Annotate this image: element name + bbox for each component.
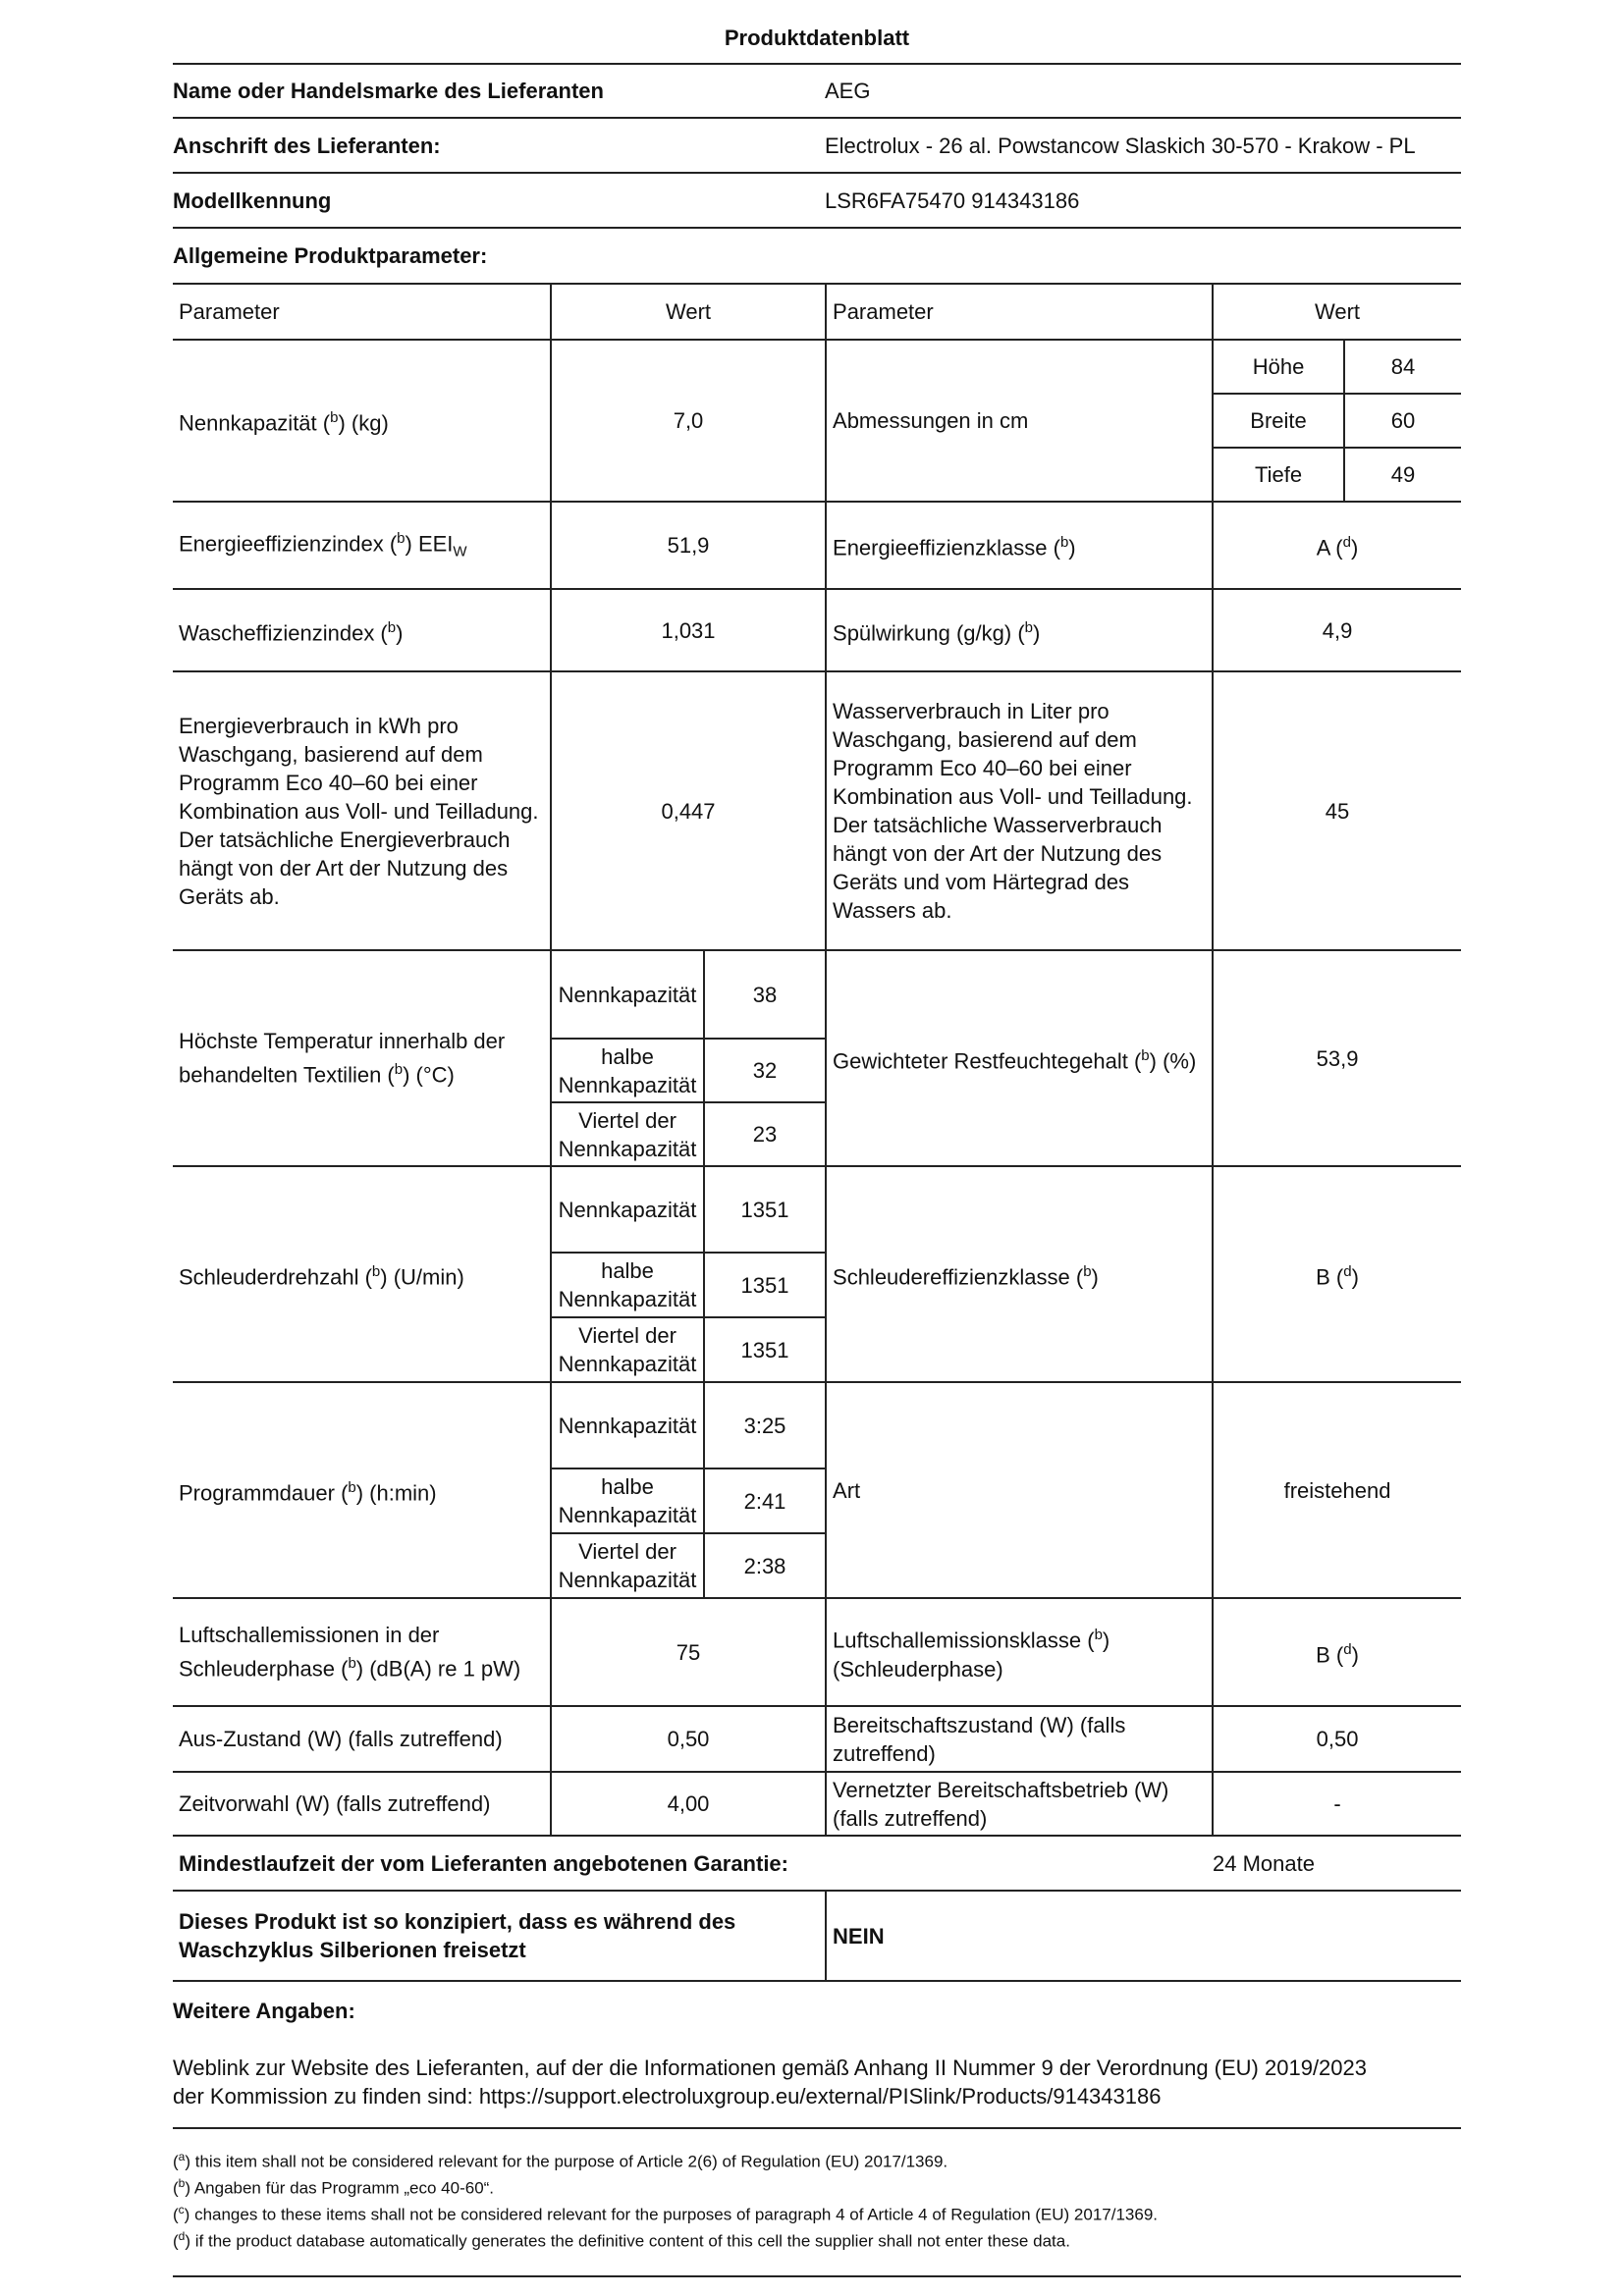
width-label: Breite xyxy=(1213,394,1344,448)
spin-class-label: Schleudereffizienzklasse ($^b$) xyxy=(826,1166,1213,1382)
networked-standby-label: Vernetzter Bereitschaftsbetrieb (W) (falls zutreffend) xyxy=(826,1772,1213,1836)
dimensions-label: Abmessungen in cm xyxy=(826,340,1213,502)
table-row xyxy=(173,671,1461,950)
divider xyxy=(173,63,1461,65)
rinse-value: 4,9 xyxy=(1213,589,1461,671)
standby-label: Bereitschaftszustand (W) (falls zutreffend) xyxy=(826,1706,1213,1772)
supplier-address-value: Electrolux - 26 al. Powstancow Slaskich 30-570 - Krakow - PL xyxy=(825,133,1416,158)
guarantee-row xyxy=(173,1836,1461,1891)
header-value-left: Wert xyxy=(551,285,826,340)
duration-quarter-label: Viertel der Nennkapazität xyxy=(551,1533,704,1598)
delay-start-label: Zeitvorwahl (W) (falls zutreffend) xyxy=(173,1772,551,1836)
height-value: 84 xyxy=(1344,340,1461,394)
divider xyxy=(173,227,1461,229)
model-label: Modellkennung xyxy=(173,188,332,213)
wash-index-label: Wascheffizienzindex ($^b$) xyxy=(173,589,551,671)
footnote-c: ($^c$) changes to these items shall not be considered relevant for the purposes of paragraph 4 of Article 4 of Regulation (EU) 2017/1369. xyxy=(173,2203,1159,2224)
silver-ions-label: Dieses Produkt ist so konzipiert, dass es während des Waschzyklus Silberionen freisetzt xyxy=(173,1891,826,1981)
depth-value: 49 xyxy=(1344,448,1461,502)
header-param-left: Parameter xyxy=(173,285,551,340)
duration-quarter-value: 2:38 xyxy=(704,1533,826,1598)
max-temp-quarter-label: Viertel der Nennkapazität xyxy=(551,1102,704,1166)
footnote-b: ($^b$) Angaben für das Programm „eco 40-60“. xyxy=(173,2176,495,2198)
guarantee-label: Mindestlaufzeit der vom Lieferanten angebotenen Garantie: xyxy=(173,1836,1213,1891)
spin-speed-quarter-value: 1351 xyxy=(704,1317,826,1382)
moisture-label: Gewichteter Restfeuchtegehalt ($^b$) (%) xyxy=(826,950,1213,1166)
moisture-value: 53,9 xyxy=(1213,950,1461,1166)
spin-speed-full-value: 1351 xyxy=(704,1166,826,1253)
footnote-d: ($^d$) if the product database automatically generates the definitive content of this cell the supplier shall not enter these data. xyxy=(173,2229,1070,2251)
table-row xyxy=(173,1772,1461,1836)
spec-table xyxy=(173,285,1461,1982)
delay-start-value: 4,00 xyxy=(551,1772,826,1836)
weblink-line-2: der Kommission zu finden sind: https://support.electroluxgroup.eu/external/PISlink/Products/914343186 xyxy=(173,2084,1162,2109)
rinse-label: Spülwirkung (g/kg) ($^b$) xyxy=(826,589,1213,671)
type-label: Art xyxy=(826,1382,1213,1598)
table-row xyxy=(173,1382,1461,1468)
spin-speed-quarter-label: Viertel der Nennkapazität xyxy=(551,1317,704,1382)
table-header-row xyxy=(173,285,1461,340)
supplier-address-label: Anschrift des Lieferanten: xyxy=(173,133,441,158)
capacity-label: Nennkapazität ($^b$) (kg) xyxy=(173,340,551,502)
water-consumption-label: Wasserverbrauch in Liter pro Waschgang, basierend auf dem Programm Eco 40–60 bei einer Kombination aus Voll- und Teilladung. Der tatsächliche Wasserverbrauch hängt von der Art der Nutzung des Geräts und vom Härtegrad des Wassers ab. xyxy=(826,671,1213,950)
footnote-a: ($^a$) this item shall not be considered relevant for the purpose of Article 2(6) of Regulation (EU) 2017/1369. xyxy=(173,2150,948,2171)
table-row xyxy=(173,340,1461,394)
general-params-heading: Allgemeine Produktparameter: xyxy=(173,243,488,268)
energy-consumption-value: 0,447 xyxy=(551,671,826,950)
duration-full-label: Nennkapazität xyxy=(551,1382,704,1468)
spin-class-value: B ($^d$) xyxy=(1213,1166,1461,1382)
depth-label: Tiefe xyxy=(1213,448,1344,502)
max-temp-half-value: 32 xyxy=(704,1039,826,1102)
noise-class-value: B ($^d$) xyxy=(1213,1598,1461,1706)
spin-speed-half-label: halbe Nennkapazität xyxy=(551,1253,704,1317)
water-consumption-value: 45 xyxy=(1213,671,1461,950)
max-temp-label: Höchste Temperatur innerhalb der behandelten Textilien ($^b$) (°C) xyxy=(173,950,551,1166)
eei-label: Energieeffizienzindex ($^b$) $EEI_W$ xyxy=(173,502,551,589)
divider xyxy=(173,117,1461,119)
off-mode-label: Aus-Zustand (W) (falls zutreffend) xyxy=(173,1706,551,1772)
duration-half-value: 2:41 xyxy=(704,1468,826,1533)
supplier-name-label: Name oder Handelsmarke des Lieferanten xyxy=(173,79,604,103)
networked-standby-value: - xyxy=(1213,1772,1461,1836)
spin-speed-full-label: Nennkapazität xyxy=(551,1166,704,1253)
silver-ions-row xyxy=(173,1891,1461,1981)
width-value: 60 xyxy=(1344,394,1461,448)
standby-value: 0,50 xyxy=(1213,1706,1461,1772)
duration-half-label: halbe Nennkapazität xyxy=(551,1468,704,1533)
off-mode-value: 0,50 xyxy=(551,1706,826,1772)
max-temp-full-value: 38 xyxy=(704,950,826,1039)
divider xyxy=(173,172,1461,174)
table-row xyxy=(173,1706,1461,1772)
energy-class-value: A ($^d$) xyxy=(1213,502,1461,589)
footnotes xyxy=(173,2144,1461,2252)
table-row xyxy=(173,1166,1461,1253)
table-row xyxy=(173,589,1461,671)
spin-speed-label: Schleuderdrehzahl ($^b$) (U/min) xyxy=(173,1166,551,1382)
energy-consumption-label: Energieverbrauch in kWh pro Waschgang, basierend auf dem Programm Eco 40–60 bei einer Kombination aus Voll- und Teilladung. Der tatsächliche Energieverbrauch hängt von der Art der Nutzung des Geräts ab. xyxy=(173,671,551,950)
table-row xyxy=(173,950,1461,1039)
noise-label: Luftschallemissionen in der Schleuderphase ($^b$) (dB(A) re 1 pW) xyxy=(173,1598,551,1706)
energy-class-label: Energieeffizienzklasse ($^b$) xyxy=(826,502,1213,589)
eei-value: 51,9 xyxy=(551,502,826,589)
noise-class-label: Luftschallemissionsklasse ($^b$) (Schleuderphase) xyxy=(826,1598,1213,1706)
table-row xyxy=(173,1598,1461,1706)
capacity-value: 7,0 xyxy=(551,340,826,502)
header-value-right: Wert xyxy=(1213,285,1461,340)
max-temp-half-label: halbe Nennkapazität xyxy=(551,1039,704,1102)
model-value: LSR6FA75470 914343186 xyxy=(825,188,1080,213)
duration-full-value: 3:25 xyxy=(704,1382,826,1468)
divider xyxy=(173,2127,1461,2129)
type-value: freistehend xyxy=(1213,1382,1461,1598)
silver-ions-value: NEIN xyxy=(826,1891,1461,1981)
noise-value: 75 xyxy=(551,1598,826,1706)
weblink-block xyxy=(173,2054,1461,2110)
page-title: Produktdatenblatt xyxy=(724,26,910,50)
spin-speed-half-value: 1351 xyxy=(704,1253,826,1317)
wash-index-value: 1,031 xyxy=(551,589,826,671)
guarantee-value: 24 Monate xyxy=(1213,1836,1461,1891)
max-temp-full-label: Nennkapazität xyxy=(551,950,704,1039)
divider xyxy=(173,2275,1461,2277)
duration-label: Programmdauer ($^b$) (h:min) xyxy=(173,1382,551,1598)
further-info-heading: Weitere Angaben: xyxy=(173,1999,355,2023)
height-label: Höhe xyxy=(1213,340,1344,394)
weblink-line-1: Weblink zur Website des Lieferanten, auf der die Informationen gemäß Anhang II Nummer 9 der Verordnung (EU) 2019/2023 xyxy=(173,2056,1367,2080)
header-param-right: Parameter xyxy=(826,285,1213,340)
max-temp-quarter-value: 23 xyxy=(704,1102,826,1166)
supplier-name-value: AEG xyxy=(825,79,871,103)
table-row xyxy=(173,502,1461,589)
